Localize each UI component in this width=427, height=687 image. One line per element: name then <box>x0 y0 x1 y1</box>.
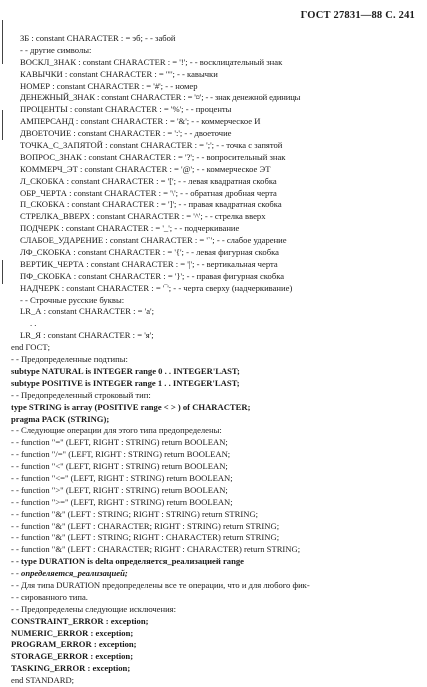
code-line: TASKING_ERROR : exception; <box>11 663 131 674</box>
code-line: ПОДЧЕРК : constant CHARACTER : = '_'; - - подчеркивание <box>20 223 240 234</box>
code-line: ТОЧКА_С_ЗАПЯТОЙ : constant CHARACTER : = ';'; - - точка с запятой <box>20 140 283 151</box>
code-line: П_СКОБКА : constant CHARACTER : = ']'; - - правая квадратная скобка <box>20 199 282 210</box>
code-line: LR_А : constant CHARACTER : = 'а'; <box>20 306 154 317</box>
code-line: subtype POSITIVE is INTEGER range 1 . . INTEGER'LAST; <box>11 377 240 388</box>
code-line: - - Предопределены следующие исключения: <box>11 603 177 614</box>
code-line: ВЕРТИК_ЧЕРТА : constant CHARACTER : = '|'; - - вертикальная черта <box>20 258 278 269</box>
code-line: pragma PACK (STRING); <box>11 413 110 424</box>
code-line: - - function ">" (LEFT, RIGHT : STRING) return BOOLEAN; <box>11 484 228 495</box>
code-line: ДВОЕТОЧИЕ : constant CHARACTER : = ':'; - - двоеточие <box>20 128 232 139</box>
code-line: ЗБ : constant CHARACTER : = эб; - - забой <box>20 33 176 43</box>
code-line: ЛФ_СКОБКА : constant CHARACTER : = '{'; - - левая фигурная скобка <box>20 247 279 258</box>
code-line: ОБР_ЧЕРТА : constant CHARACTER : = '\'; - - обратная дробная черта <box>20 187 277 198</box>
code-line: - - function "<=" (LEFT, RIGHT : STRING) return BOOLEAN; <box>11 472 233 483</box>
code-line: - - сированного типа. <box>11 591 88 602</box>
code-line: НОМЕР : constant CHARACTER : = '#'; - - номер <box>20 80 198 91</box>
code-line: ВОСКЛ_ЗНАК : constant CHARACTER : = '!'; - - восклицательный знак <box>20 56 283 67</box>
code-line: КАВЫЧКИ : constant CHARACTER : = '"'; - - кавычки <box>20 68 218 79</box>
code-line: СЛАБОЕ_УДАРЕНИЕ : constant CHARACTER : = '`'; - - слабое ударение <box>20 235 287 246</box>
code-line: type STRING is array (POSITIVE range < > ) of CHARACTER; <box>11 401 251 412</box>
code-line: subtype NATURAL is INTEGER range 0 . . INTEGER'LAST; <box>11 365 240 376</box>
code-line: end STANDARD; <box>11 675 75 686</box>
code-line: NUMERIC_ERROR : exception; <box>11 627 134 638</box>
code-line: CONSTRAINT_ERROR : exception; <box>11 615 149 626</box>
code-line: - - Строчные русские буквы: <box>20 294 125 305</box>
code-line: - - function "&" (LEFT : STRING; RIGHT : CHARACTER) return STRING; <box>11 532 280 543</box>
code-line: ПРОЦЕНТЫ : constant CHARACTER : = '%'; - - проценты <box>20 104 232 115</box>
code-listing <box>0 33 427 687</box>
code-line: - - Предопределенные подтипы: <box>11 354 128 365</box>
code-line: - - function "/=" (LEFT, RIGHT : STRING) return BOOLEAN; <box>11 449 231 460</box>
code-line: - - Для типа DURATION предопределены все те операции, что и для любого фик- <box>11 579 310 590</box>
code-line: СТРЕЛКА_ВВЕРХ : constant CHARACTER : = '^'; - - стрелка вверх <box>20 211 266 222</box>
code-line: - - function "&" (LEFT : CHARACTER; RIGHT : CHARACTER) return STRING; <box>11 544 301 555</box>
code-line: ДЕНЕЖНЫЙ_ЗНАК : constant CHARACTER : = '¤'; - - знак денежной единицы <box>20 92 301 103</box>
code-line: - - function "=" (LEFT, RIGHT : STRING) return BOOLEAN; <box>11 437 228 448</box>
code-line: end ГОСТ; <box>11 342 50 353</box>
code-line: НАДЧЕРК : constant CHARACTER : = '‾'; - - черта сверху (надчеркивание) <box>20 282 293 293</box>
code-line: LR_Я : constant CHARACTER : = 'я'; <box>20 330 154 341</box>
code-line: . . <box>30 318 37 329</box>
code-line: - - function ">=" (LEFT, RIGHT : STRING) return BOOLEAN; <box>11 496 233 507</box>
code-line: ВОПРОС_ЗНАК : constant CHARACTER : = '?'; - - вопросительный знак <box>20 151 286 162</box>
code-line: КОММЕРЧ_ЭТ : constant CHARACTER : = '@'; - - коммерческое ЭТ <box>20 163 271 174</box>
code-line: - - определяется_реализацией; <box>11 568 128 579</box>
code-line: - - function "<" (LEFT, RIGHT : STRING) return BOOLEAN; <box>11 461 228 472</box>
code-line: - - function "&" (LEFT : STRING; RIGHT : STRING) return STRING; <box>11 508 259 519</box>
code-line: STORAGE_ERROR : exception; <box>11 651 134 662</box>
code-line: - - другие символы: <box>20 44 92 55</box>
page-header: ГОСТ 27831—88 С. 241 <box>300 10 415 21</box>
code-line: Л_СКОБКА : constant CHARACTER : = '['; - - левая квадратная скобка <box>20 175 277 186</box>
code-line: - - type DURATION is delta определяется_реализацией range <box>11 556 244 567</box>
code-line: - - Предопределенный строковый тип: <box>11 389 151 400</box>
code-line: - - Следующие операции для этого типа предопределены: <box>11 425 222 436</box>
code-line: - - function "&" (LEFT : CHARACTER; RIGHT : STRING) return STRING; <box>11 520 280 531</box>
code-line: АМПЕРСАНД : constant CHARACTER : = '&'; - - коммерческое И <box>20 116 261 127</box>
code-line: PROGRAM_ERROR : exception; <box>11 639 137 650</box>
code-line: ПФ_СКОБКА : constant CHARACTER : = '}'; - - правая фигурная скобка <box>20 270 285 281</box>
